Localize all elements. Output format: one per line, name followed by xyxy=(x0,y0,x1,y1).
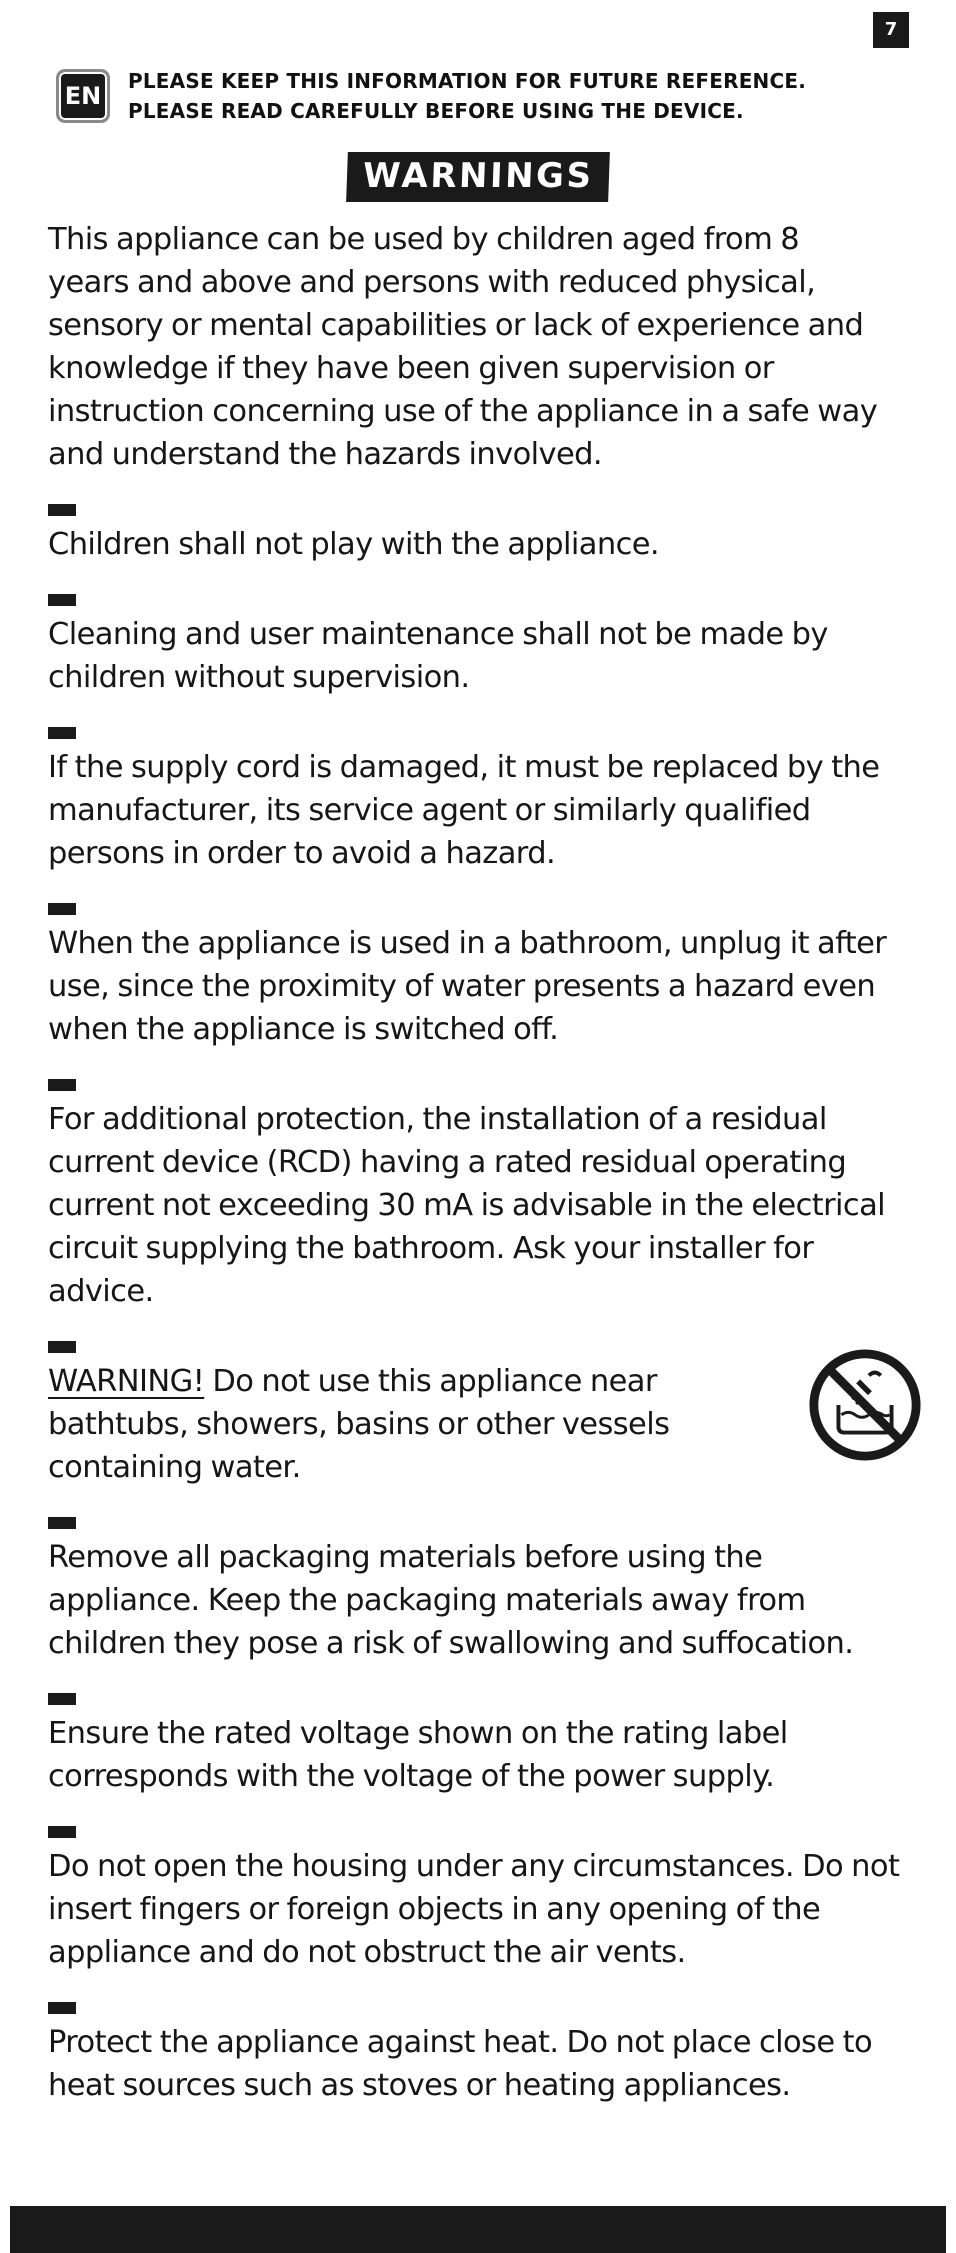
bath-warning-block xyxy=(48,1360,918,1489)
bullet-marker xyxy=(48,727,76,739)
section-title-wrap xyxy=(0,152,956,202)
footer-bar xyxy=(10,2206,946,2253)
bath-warning-paragraph xyxy=(48,1360,768,1489)
header-notice xyxy=(128,66,806,126)
warning-paragraph-10: Do not open the housing under any circumstances. Do not insert fingers or foreign objects in any opening of the appliance and do not obstruct the air vents. xyxy=(48,1849,900,1970)
section-title: WARNINGS xyxy=(346,152,610,202)
bullet-marker xyxy=(48,1826,76,1838)
warning-label: WARNING! xyxy=(48,1364,205,1399)
bullet-marker xyxy=(48,504,76,516)
warning-paragraph-5: When the appliance is used in a bathroom, unplug it after use, since the proximity of water presents a hazard even when the appliance is switched off. xyxy=(48,926,887,1047)
warning-paragraph-1: This appliance can be used by children aged from 8 years and above and persons with reduced physical, sensory or mental capabilities or lack of experience and knowledge if they have been given supervision or instruction concerning use of the appliance in a safe way and understand the hazards involved. xyxy=(48,222,878,472)
warning-paragraph-6: For additional protection, the installation of a residual current device (RCD) having a rated residual operating current not exceeding 30 mA is advisable in the electrical circuit supplying the bathroom. Ask your installer for advice. xyxy=(48,1102,886,1309)
bullet-marker xyxy=(48,2002,76,2014)
bath-warning-text: Do not use this appliance near bathtubs, showers, basins or other vessels containing water. xyxy=(48,1364,670,1485)
warning-paragraph-2: Children shall not play with the appliance. xyxy=(48,527,660,562)
no-water-use-icon xyxy=(806,1346,924,1464)
header-notice-line-1: PLEASE KEEP THIS INFORMATION FOR FUTURE REFERENCE. xyxy=(128,69,807,93)
warning-paragraph-11: Protect the appliance against heat. Do not place close to heat sources such as stoves or heating appliances. xyxy=(48,2025,873,2103)
bullet-marker xyxy=(48,903,76,915)
bullet-marker xyxy=(48,594,76,606)
warning-paragraph-9: Ensure the rated voltage shown on the rating label corresponds with the voltage of the power supply. xyxy=(48,1716,788,1794)
warning-paragraph-8: Remove all packaging materials before using the appliance. Keep the packaging materials away from children they pose a risk of swallowing and suffocation. xyxy=(48,1540,854,1661)
language-badge: EN xyxy=(56,69,110,123)
warnings-content xyxy=(48,218,918,2107)
bullet-marker xyxy=(48,1079,76,1091)
document-header xyxy=(56,66,806,126)
warning-paragraph-4: If the supply cord is damaged, it must be replaced by the manufacturer, its service agent or similarly qualified persons in order to avoid a hazard. xyxy=(48,750,880,871)
warning-paragraph-3: Cleaning and user maintenance shall not be made by children without supervision. xyxy=(48,617,828,695)
bullet-marker xyxy=(48,1693,76,1705)
header-notice-line-2: PLEASE READ CAREFULLY BEFORE USING THE DEVICE. xyxy=(128,99,744,123)
bullet-marker xyxy=(48,1341,76,1353)
bullet-marker xyxy=(48,1517,76,1529)
page-number: 7 xyxy=(873,12,909,48)
